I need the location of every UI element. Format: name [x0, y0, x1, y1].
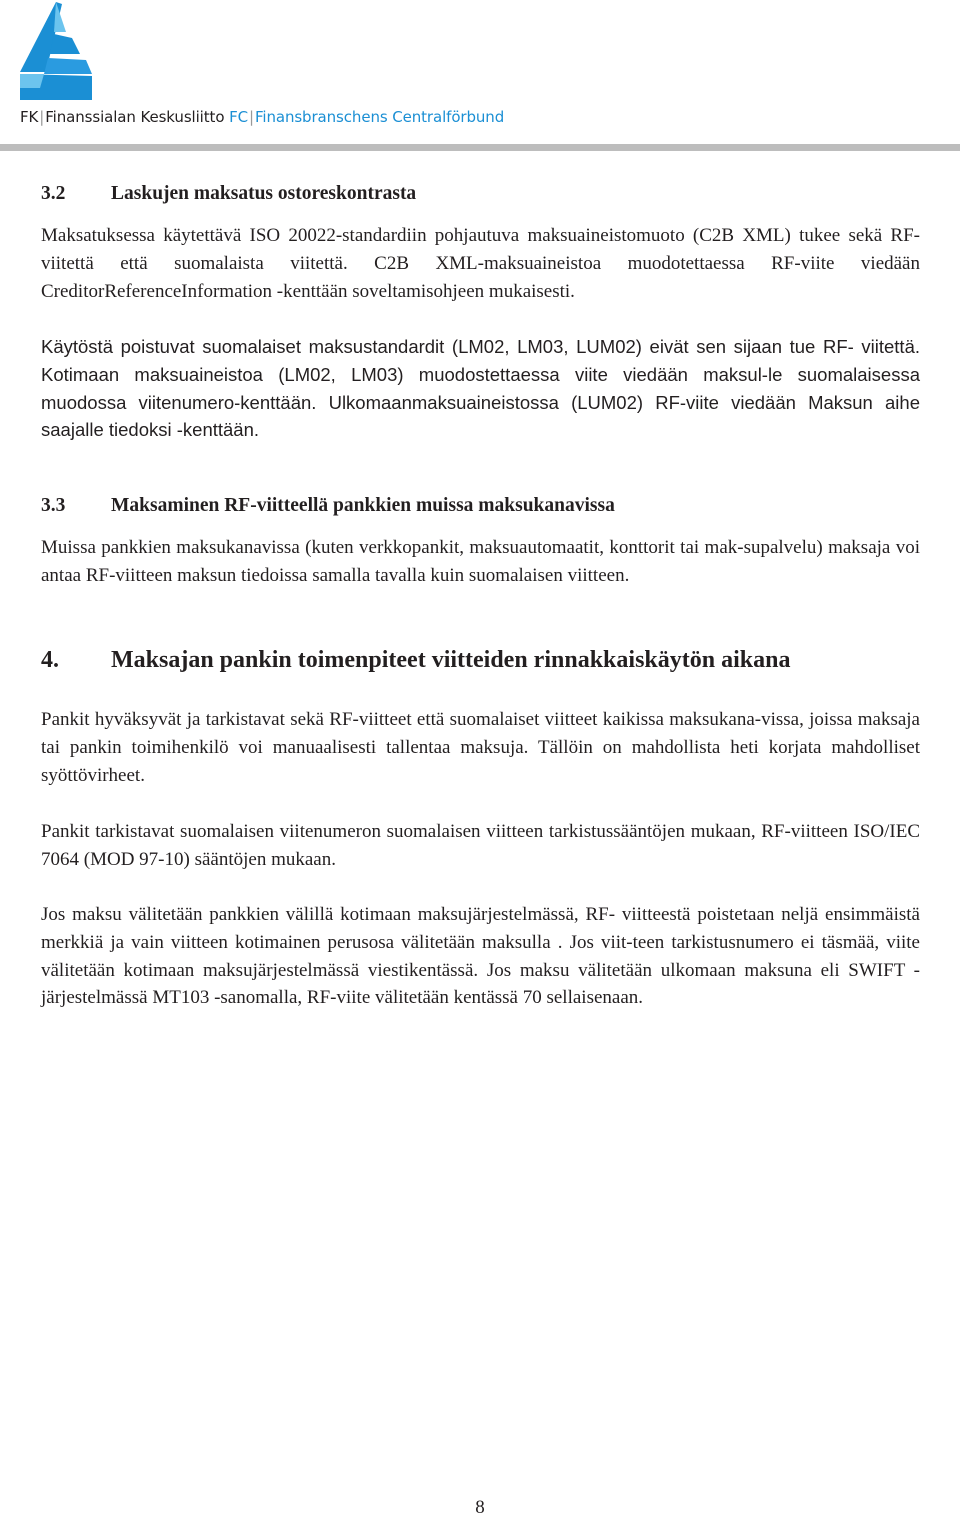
- section-title: Laskujen maksatus ostoreskontrasta: [111, 183, 417, 204]
- section-number: 3.2: [41, 183, 66, 204]
- section-title: Maksajan pankin toimenpiteet viitteiden rinnakkaiskäytön aikana: [111, 647, 791, 673]
- section-title: Maksaminen RF-viitteellä pankkien muissa maksukanavissa: [111, 495, 615, 516]
- section-number: 3.3: [41, 495, 66, 516]
- page-header: [0, 0, 960, 152]
- section-4-paragraph-1: Pankit hyväksyvät ja tarkistavat sekä RF-viitteet että suomalaiset viitteet kaikissa maksukana-vissa, joissa maksaja tai pankin toimihenkilö voi manuaalisesti tallentaa maksuja. Tällöin on mahdollista heti korjata mahdolliset syöttövirheet.: [41, 709, 920, 786]
- org-fk-name: Finanssialan Keskusliitto: [45, 108, 225, 126]
- organization-name: FK|Finanssialan Keskusliitto FC|Finansbranschens Centralförbund: [20, 108, 505, 126]
- section-3-2-paragraph-1: Maksatuksessa käytettävä ISO 20022-standardiin pohjautuva maksuaineistomuoto (C2B XML) tukee sekä RF- viitettä että suomalaista viitettä. C2B XML-maksuaineistoa muodotettaessa RF-viite viedään CreditorReferenceInformation -kenttään soveltamisohjeen mukaisesti.: [41, 225, 920, 302]
- org-fk-abbr: FK: [20, 108, 39, 126]
- fk-logo-icon: [20, 2, 92, 100]
- section-4-paragraph-3: Jos maksu välitetään pankkien välillä kotimaan maksujärjestelmässä, RF- viitteestä poistetaan neljä ensimmäistä merkkiä ja vain viitteen kotimainen perusosa välitetään maksulla . Jos viit-teen tarkistusnumero ei täsmää, viite välitetään kotimaan maksujärjestelmässä viestikentässä. Jos maksu välitetään ulkomaan maksuna eli SWIFT -järjestelmässä MT103 -sanomalla, RF-viite välitetään kentässä 70 sellaisenaan.: [41, 904, 920, 1009]
- section-3-3-heading: [41, 495, 615, 517]
- section-4-heading: [41, 647, 790, 674]
- org-fc-name: Finansbranschens Centralförbund: [254, 108, 505, 126]
- section-3-2-paragraph-2: Käytöstä poistuvat suomalaiset maksustandardit (LM02, LM03, LUM02) eivät sen sijaan tue RF- viitettä. Kotimaan maksuaineistoa (LM02, LM03) muodostettaessa viite viedään maksul-le suomalaisessa muodossa viitenumero-kenttään. Ulkomaanmaksuaineistossa (LUM02) RF-viite viedään Maksun aihe saajalle tiedoksi -kenttään.: [41, 336, 920, 441]
- org-fc-abbr: FC: [229, 108, 248, 126]
- section-3-3-paragraph-1: Muissa pankkien maksukanavissa (kuten verkkopankit, maksuautomaatit, konttorit tai mak-supalvelu) maksaja voi antaa RF-viitteen maksun tiedoissa samalla tavalla kuin suomalaisen viitteen.: [41, 537, 920, 586]
- page-number: 8: [475, 1497, 485, 1518]
- section-4-paragraph-2: Pankit tarkistavat suomalaisen viitenumeron suomalaisen viitteen tarkistussääntöjen mukaan, RF-viitteen ISO/IEC 7064 (MOD 97-10) sääntöjen mukaan.: [41, 821, 920, 870]
- header-divider: [0, 144, 960, 151]
- section-number: 4.: [41, 647, 59, 673]
- section-3-2-heading: [41, 183, 416, 205]
